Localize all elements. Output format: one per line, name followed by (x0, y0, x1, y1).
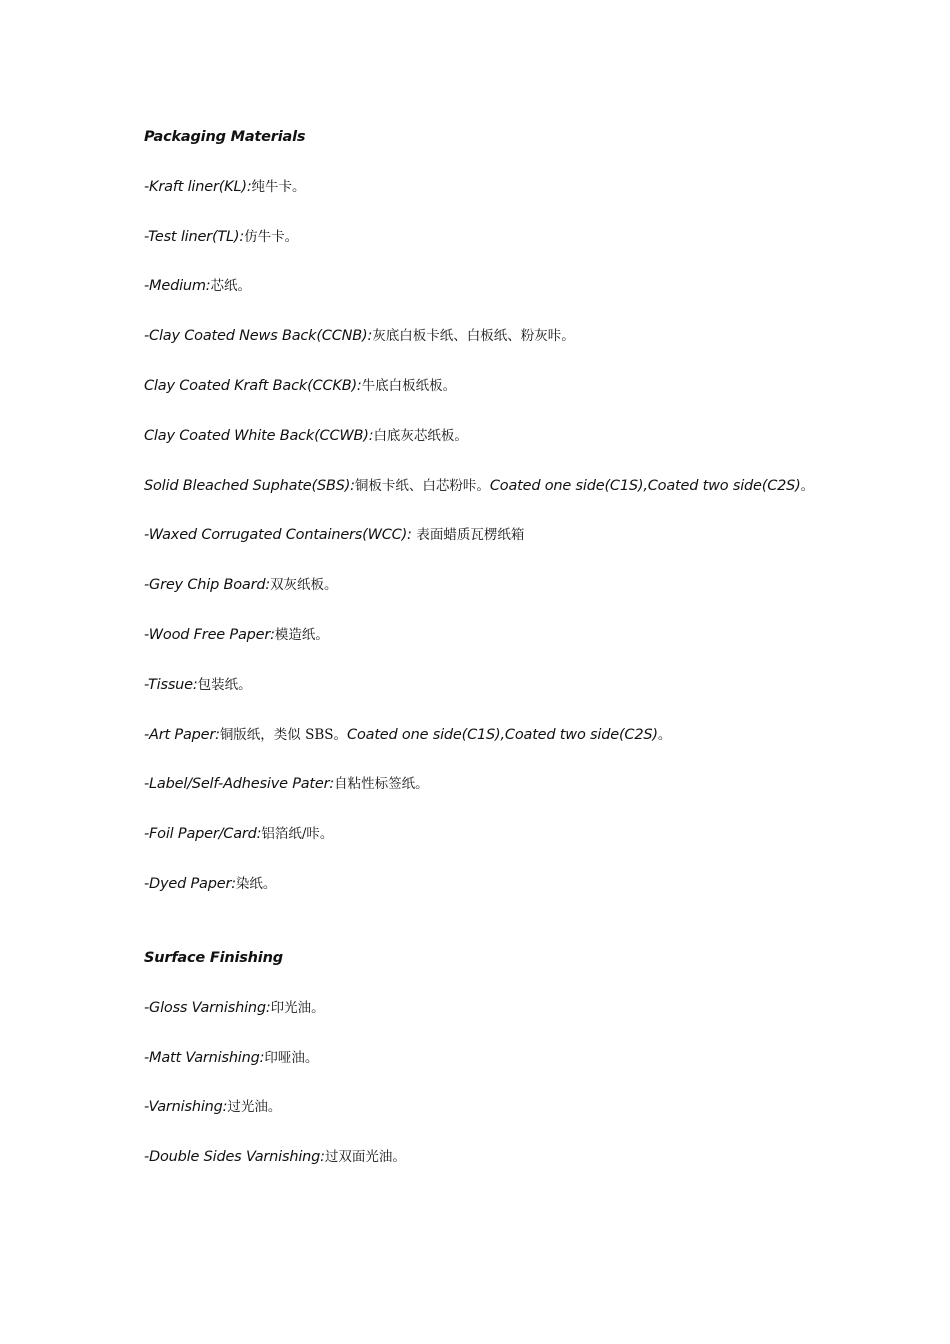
term-en: Clay Coated Kraft Back(CCKB): (144, 377, 362, 394)
section-heading-surface-finishing: Surface Finishing (144, 949, 283, 966)
term-en: -Tissue: (144, 676, 198, 693)
term-en: -Art Paper: (144, 726, 220, 743)
term-en: -Label/Self-Adhesive Pater: (144, 776, 335, 793)
term-en: -Test liner(TL): (144, 228, 245, 245)
entry-kraft-liner (144, 174, 904, 200)
term-en-extra: Coated one side(C1S),Coated two side(C2S) (347, 726, 658, 743)
entry-wood-free-paper (144, 622, 904, 648)
term-zh: 牛底白板纸板。 (361, 377, 457, 394)
term-zh: 双灰纸板。 (270, 577, 338, 594)
term-zh: 模造纸。 (274, 626, 329, 643)
term-en: -Double Sides Varnishing: (144, 1149, 325, 1166)
term-en: -Matt Varnishing: (144, 1049, 265, 1066)
entry-sbs (144, 473, 904, 499)
entry-double-sides-varnishing (144, 1144, 904, 1170)
term-zh: 仿牛卡。 (244, 228, 299, 245)
term-zh: 包装纸。 (197, 676, 252, 693)
entry-foil-paper (144, 821, 904, 847)
entry-matt-varnishing (144, 1045, 904, 1071)
term-en: Solid Bleached Suphate(SBS): (144, 477, 355, 494)
entry-wcc (144, 522, 904, 548)
entry-art-paper (144, 722, 904, 748)
term-en-extra: Coated one side(C1S),Coated two side(C2S) (489, 477, 801, 494)
term-en: -Varnishing: (144, 1099, 228, 1116)
entry-test-liner (144, 224, 904, 250)
term-zh-extra: 。 (800, 477, 815, 494)
term-en: -Grey Chip Board: (144, 577, 271, 594)
term-en: -Wood Free Paper: (144, 626, 275, 643)
term-zh: 芯纸。 (210, 278, 251, 295)
entry-ccnb (144, 323, 904, 349)
term-en: -Kraft liner(KL): (144, 178, 252, 195)
term-zh: 铜版纸，类似 SBS。 (219, 726, 348, 743)
term-zh: 白底灰芯纸板。 (373, 427, 468, 444)
term-en: -Medium: (144, 278, 211, 295)
term-zh: 自粘性标签纸。 (334, 776, 429, 793)
term-en: Clay Coated White Back(CCWB): (144, 427, 374, 444)
term-zh: 印光油。 (270, 999, 325, 1016)
entry-label-self-adhesive (144, 771, 904, 797)
section-heading-packaging-materials: Packaging Materials (144, 129, 306, 145)
term-zh: 过双面光油。 (324, 1149, 406, 1166)
entry-varnishing (144, 1094, 904, 1120)
entry-cckb (144, 373, 904, 399)
entry-dyed-paper (144, 871, 904, 897)
term-zh: 染纸。 (235, 875, 277, 892)
term-en: -Dyed Paper: (144, 875, 236, 892)
term-zh: 印哑油。 (264, 1049, 319, 1066)
term-zh: 过光油。 (227, 1099, 282, 1116)
term-zh: 铝箔纸/咔。 (261, 826, 334, 843)
term-en: -Gloss Varnishing: (144, 999, 271, 1016)
term-zh: 纯牛卡。 (251, 178, 306, 195)
entry-medium (144, 273, 904, 299)
term-zh: 灰底白板卡纸、白板纸、粉灰咔。 (372, 328, 575, 345)
term-zh: 铜板卡纸、白芯粉咔。 (354, 477, 490, 494)
term-en: -Clay Coated News Back(CCNB): (144, 328, 373, 345)
term-en: -Waxed Corrugated Containers(WCC): (144, 527, 412, 544)
term-en: -Foil Paper/Card: (144, 826, 262, 843)
entry-tissue (144, 672, 904, 698)
document-body (144, 124, 904, 1170)
entry-gloss-varnishing (144, 995, 904, 1021)
term-zh-extra: 。 (657, 726, 672, 743)
entry-grey-chip-board (144, 572, 904, 598)
term-zh: 表面蜡质瓦楞纸箱 (416, 527, 525, 544)
entry-ccwb (144, 423, 904, 449)
